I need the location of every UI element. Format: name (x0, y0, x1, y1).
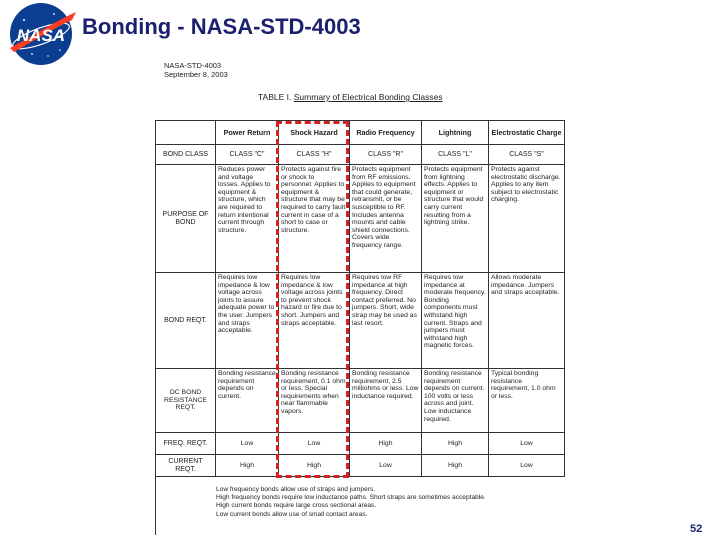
table-caption (258, 92, 443, 102)
table-cell: High (279, 455, 350, 477)
table-cell: Allows moderate impedance. Jumpers and straps acceptable. (489, 273, 565, 369)
table-cell: CLASS "S" (489, 145, 565, 165)
table-row-dc-resistance (156, 369, 565, 433)
row-head: BOND REQT. (156, 273, 216, 369)
note-line: High frequency bonds require low inductance paths. Short straps are sometimes acceptable. (216, 494, 486, 502)
table-cell: Requires low impedance & low voltage across joints to assure adequate power to the user. Jumpers and straps acceptable. (216, 273, 279, 369)
slide-title: Bonding - NASA-STD-4003 (82, 14, 361, 39)
table-cell: Low (489, 433, 565, 455)
header-cell-empty (156, 121, 216, 145)
note-line: High current bonds require large cross sectional areas. (216, 502, 377, 510)
bonding-classes-table (155, 120, 565, 477)
doc-number: NASA-STD-4003 (164, 61, 222, 70)
document-header (164, 61, 228, 79)
page-number: 52 (690, 523, 703, 535)
row-head: PURPOSE OF BOND (156, 165, 216, 273)
row-head: DC BOND RESISTANCE REQT. (156, 369, 216, 433)
note-line: Low frequency bonds allow use of straps and jumpers. (216, 486, 376, 493)
table-row-bond-class (156, 145, 565, 165)
doc-date: September 8, 2003 (164, 70, 228, 79)
table-row-bond-reqt (156, 273, 565, 369)
header-electrostatic-charge: Electrostatic Charge (489, 121, 565, 145)
table-left-border (155, 120, 156, 535)
table-cell: High (422, 433, 489, 455)
table-cell: CLASS "L" (422, 145, 489, 165)
table-cell: CLASS "H" (279, 145, 350, 165)
note-line: Low current bonds allow use of small contact areas. (216, 510, 368, 518)
table-header-row (156, 121, 565, 145)
nasa-logo (2, 0, 80, 68)
table-cell: High (350, 433, 422, 455)
table-cell: CLASS "C" (216, 145, 279, 165)
table-row-purpose (156, 165, 565, 273)
header-radio-frequency: Radio Frequency (350, 121, 422, 145)
header-lightning: Lightning (422, 121, 489, 145)
table-cell: Reduces power and voltage losses. Applies to equipment & structure, which are required to return intentional current through structure. (216, 165, 279, 273)
table-notes (216, 486, 556, 519)
row-head: CURRENT REQT. (156, 455, 216, 477)
table-cell: Low (279, 433, 350, 455)
table-cell: Protects against fire or shock to personnel. Applies to equipment & structure that may be required to carry fault current in case of a short to case or structure. (279, 165, 350, 273)
table-cell: Requires low RF impedance at high frequency. Direct contact preferred. No jumpers. Short, wide strap may be used as last resort. (350, 273, 422, 369)
table-cell: Low (489, 455, 565, 477)
table-cell: Low (216, 433, 279, 455)
table-row-freq-reqt (156, 433, 565, 455)
table-row-current-reqt (156, 455, 565, 477)
row-head: FREQ. REQT. (156, 433, 216, 455)
logo-wordmark: NASA (16, 26, 66, 45)
table-cell: Typical bonding resistance requirement, 1.0 ohm or less. (489, 369, 565, 433)
table-cell: Requires low impedance & low voltage across joints to prevent shock hazard or fire due to short. Jumpers and straps acceptable. (279, 273, 350, 369)
table-label: TABLE I. (258, 92, 292, 102)
table-cell: Bonding resistance requirement depends on current. (216, 369, 279, 433)
header-power-return: Power Return (216, 121, 279, 145)
table-cell: High (422, 455, 489, 477)
table-cell: Bonding resistance requirement depends on current. 100 volts or less across and joint. Low inductance required. (422, 369, 489, 433)
table-cell: Requires low impedance at moderate frequency. Bonding components must withstand high current. Straps and jumpers must withstand high magnetic forces. (422, 273, 489, 369)
table-cell: High (216, 455, 279, 477)
table-cell: Protects equipment from lightning effects. Applies to equipment or structure that would carry current resulting from a lightning strike. (422, 165, 489, 273)
header-shock-hazard: Shock Hazard (279, 121, 350, 145)
row-head: BOND CLASS (156, 145, 216, 165)
table-title: Summary of Electrical Bonding Classes (293, 92, 443, 102)
table-cell: Protects against electrostatic discharge. Applies to any item subject to electrostatic charging. (489, 165, 565, 273)
table-cell: Bonding resistance requirement, 2.5 milliohms or less. Low inductance required. (350, 369, 422, 433)
table-cell: Protects equipment from RF emissions. Applies to equipment that could generate, retransmit, or be susceptible to RF. Includes antenna mounts and cable shield connections. Covers wide frequency range. (350, 165, 422, 273)
table-cell: Low (350, 455, 422, 477)
table-cell: Bonding resistance requirement, 0.1 ohm or less. Special requirements when near flammable vapors. (279, 369, 350, 433)
table-cell: CLASS "R" (350, 145, 422, 165)
